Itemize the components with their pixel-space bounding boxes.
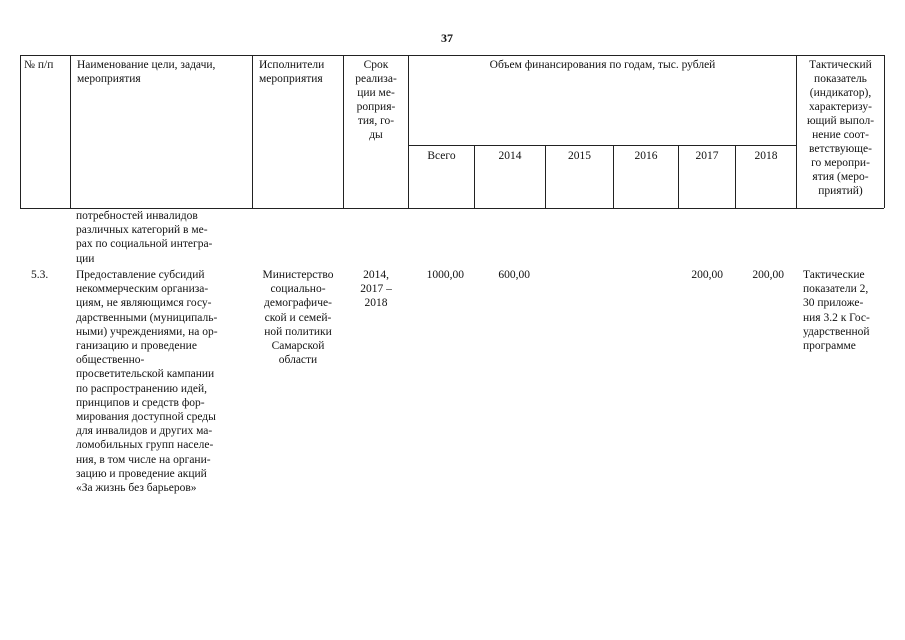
subheader-total: Всего bbox=[427, 150, 456, 162]
row-2014: 600,00 bbox=[498, 269, 530, 281]
subheader-2016: 2016 bbox=[634, 150, 658, 162]
row-total: 1000,00 bbox=[426, 269, 464, 281]
header-col-indicator: Тактический показатель (индикатор), характеризу- ющий выпол- нение соот- ветствующе- го меропри- ятия (меро- приятий) bbox=[806, 59, 875, 197]
row-executor: Министерство социально- демографиче- ской и семей- ной политики Самарской области bbox=[262, 269, 334, 367]
continuation-text: потребностей инвалидов различных категорий в ме- рах по социальной интегра- ции bbox=[76, 210, 213, 265]
subheader-2018: 2018 bbox=[754, 150, 778, 162]
row-term: 2014, 2017 – 2018 bbox=[360, 269, 392, 310]
subheader-2014: 2014 bbox=[498, 150, 522, 162]
page-number: 37 bbox=[441, 31, 453, 45]
row-number: 5.3. bbox=[31, 269, 49, 281]
row-2017: 200,00 bbox=[691, 269, 723, 281]
header-col-number: № п/п bbox=[24, 59, 54, 71]
header-col-term: Срок реализа- ции ме- роприя- тия, го- ды bbox=[355, 59, 397, 141]
row-2018: 200,00 bbox=[752, 269, 784, 281]
header-col-financing: Объем финансирования по годам, тыс. рублей bbox=[489, 59, 716, 71]
subheader-2015: 2015 bbox=[568, 150, 591, 162]
row-indicator: Тактические показатели 2, 30 приложе- ния 3.2 к Гос- ударственной программе bbox=[803, 269, 870, 353]
row-activity-name: Предоставление субсидий некоммерческим организа- циям, не являющимся госу- дарственными (муниципаль- ными) учреждениями, на ор- ганизацию и проведение общественно- просветительской кампании по распространению идей, принципов и средств фор- мирования доступной среды для инвалидов и других ма- ломобильных групп населе- ния, в том числе на органи- зацию и проведение акций «За жизнь без барьеров» bbox=[76, 269, 218, 495]
header-col-executor: Исполнители мероприятия bbox=[259, 59, 325, 85]
header-col-name: Наименование цели, задачи, мероприятия bbox=[77, 59, 216, 85]
subheader-2017: 2017 bbox=[695, 150, 719, 162]
